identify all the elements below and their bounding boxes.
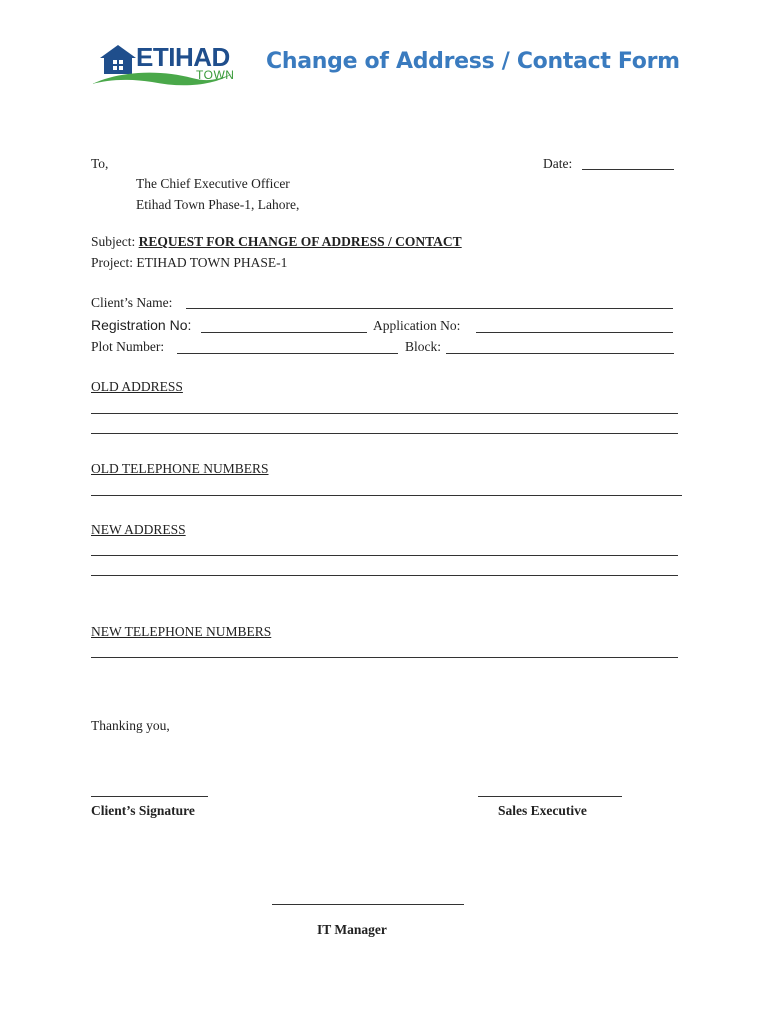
registration-label: Registration No: xyxy=(91,317,192,333)
project-value: ETIHAD TOWN PHASE-1 xyxy=(136,255,288,270)
it-manager-label: IT Manager xyxy=(317,922,387,937)
block-label: Block: xyxy=(405,339,441,354)
date-label: Date: xyxy=(543,156,573,171)
etihad-town-logo xyxy=(92,40,242,90)
block-field[interactable] xyxy=(446,353,674,354)
it-manager-signature-line[interactable] xyxy=(272,904,464,905)
page-title: Change of Address / Contact Form xyxy=(266,49,680,74)
thanking-text: Thanking you, xyxy=(91,718,170,733)
logo-name: ETIHAD xyxy=(136,42,230,72)
old-telephone-heading: OLD TELEPHONE NUMBERS xyxy=(91,461,269,476)
new-address-heading: NEW ADDRESS xyxy=(91,522,186,537)
sales-executive-label: Sales Executive xyxy=(498,803,587,818)
application-label: Application No: xyxy=(373,318,461,333)
subject-line xyxy=(91,234,462,250)
subject-value: REQUEST FOR CHANGE OF ADDRESS / CONTACT xyxy=(138,234,462,249)
sales-executive-signature-line[interactable] xyxy=(478,796,622,797)
old-address-heading: OLD ADDRESS xyxy=(91,379,183,394)
recipient-line-1: The Chief Executive Officer xyxy=(136,176,290,191)
to-label: To, xyxy=(91,156,109,171)
logo-sub: TOWN xyxy=(196,68,235,82)
old-address-line-1[interactable] xyxy=(91,413,678,414)
plot-field[interactable] xyxy=(177,353,398,354)
old-address-line-2[interactable] xyxy=(91,433,678,434)
new-address-line-2[interactable] xyxy=(91,575,678,576)
recipient-line-2: Etihad Town Phase-1, Lahore, xyxy=(136,197,300,212)
subject-label: Subject: xyxy=(91,234,136,249)
project-label: Project: xyxy=(91,255,133,270)
plot-label: Plot Number: xyxy=(91,339,165,354)
client-signature-label: Client’s Signature xyxy=(91,803,195,818)
application-field[interactable] xyxy=(476,332,673,333)
client-name-field[interactable] xyxy=(186,308,673,309)
new-telephone-line[interactable] xyxy=(91,657,678,658)
registration-field[interactable] xyxy=(201,332,367,333)
project-line xyxy=(91,255,287,271)
new-address-line-1[interactable] xyxy=(91,555,678,556)
date-field[interactable] xyxy=(582,169,674,170)
new-telephone-heading: NEW TELEPHONE NUMBERS xyxy=(91,624,272,639)
client-name-label: Client’s Name: xyxy=(91,295,173,310)
client-signature-line[interactable] xyxy=(91,796,208,797)
old-telephone-line[interactable] xyxy=(91,495,682,496)
